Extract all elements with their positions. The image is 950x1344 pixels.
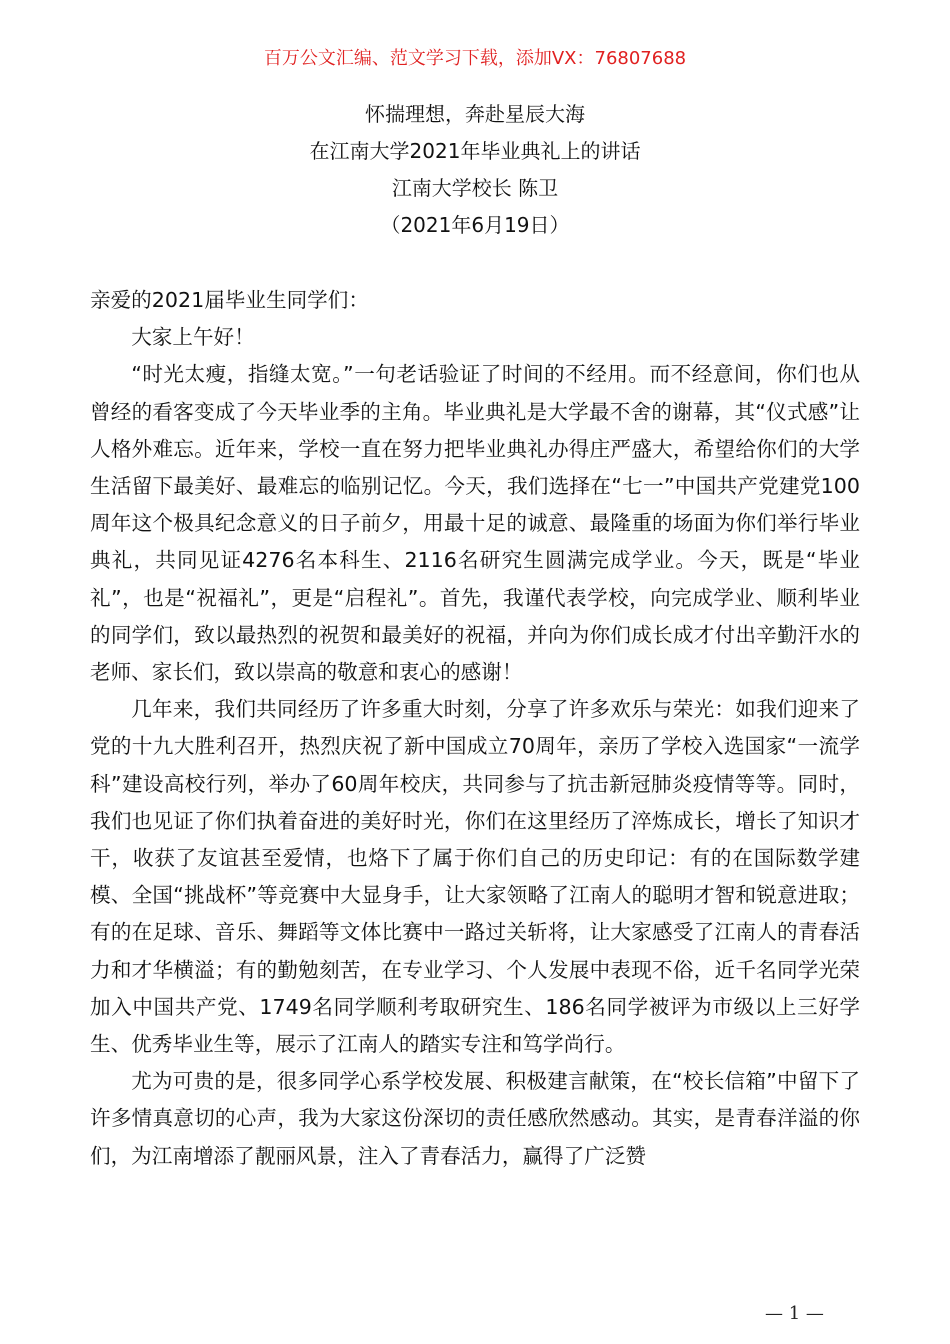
salutation: 亲爱的2021届毕业生同学们： [90,288,369,312]
paragraph-appreciation: 尤为可贵的是，很多同学心系学校发展、积极建言献策，在“校长信箱”中留下了许多情真意切的心声，我为大家这份深切的责任感欣然感动。其实，是青春洋溢的你们，为江南增添了靓丽风景，注入了青春活力，赢得了广泛赞 [90,1069,860,1168]
document-title: 怀揣理想，奔赴星辰大海 [365,102,585,126]
paragraph-memories: 几年来，我们共同经历了许多重大时刻，分享了许多欢乐与荣光：如我们迎来了党的十九大胜利召开，热烈庆祝了新中国成立70周年，亲历了学校入选国家“一流学科”建设高校行列，举办了60周年校庆，共同参与了抗击新冠肺炎疫情等等。同时，我们也见证了你们执着奋进的美好时光，你们在这里经历了淬炼成长，增长了知识才干，收获了友谊甚至爱情，也烙下了属于你们自己的历史印记：有的在国际数学建模、全国“挑战杯”等竞赛中大显身手，让大家领略了江南人的聪明才智和锐意进取；有的在足球、音乐、舞蹈等文体比赛中一路过关斩将，让大家感受了江南人的青春活力和才华横溢；有的勤勉刻苦，在专业学习、个人发展中表现不俗，近千名同学光荣加入中国共产党、1749名同学顺利考取研究生、186名同学被评为市级以上三好学生、优秀毕业生等，展示了江南人的踏实专注和笃学尚行。 [90,697,860,1057]
document-body [90,282,860,1175]
document-subtitle: 在江南大学2021年毕业典礼上的讲话 [309,139,641,163]
speaker-line: 江南大学校长 陈卫 [391,176,559,200]
speech-date: （2021年6月19日） [380,213,570,237]
promo-banner: 百万公文汇编、范文学习下载，添加VX：76807688 [263,48,687,69]
paragraph-greeting: 大家上午好！ [131,325,255,350]
paragraph-opening: “时光太瘦，指缝太宽。”一句老话验证了时间的不经用。而不经意间，你们也从曾经的看客变成了今天毕业季的主角。毕业典礼是大学最不舍的谢幕，其“仪式感”让人格外难忘。近年来，学校一直在努力把毕业典礼办得庄严盛大，希望给你们的大学生活留下最美好、最难忘的临别记忆。今天，我们选择在“七一”中国共产党建党100周年这个极具纪念意义的日子前夕，用最十足的诚意、最隆重的场面为你们举行毕业典礼，共同见证4276名本科生、2116名研究生圆满完成学业。今天，既是“毕业礼”，也是“祝福礼”，更是“启程礼”。首先，我谨代表学校，向完成学业、顺利毕业的同学们，致以最热烈的祝贺和最美好的祝福，并向为你们成长成才付出辛勤汗水的老师、家长们，致以崇高的敬意和衷心的感谢！ [90,362,860,685]
page-number: — 1 — [765,1303,824,1324]
document-header [0,96,950,244]
